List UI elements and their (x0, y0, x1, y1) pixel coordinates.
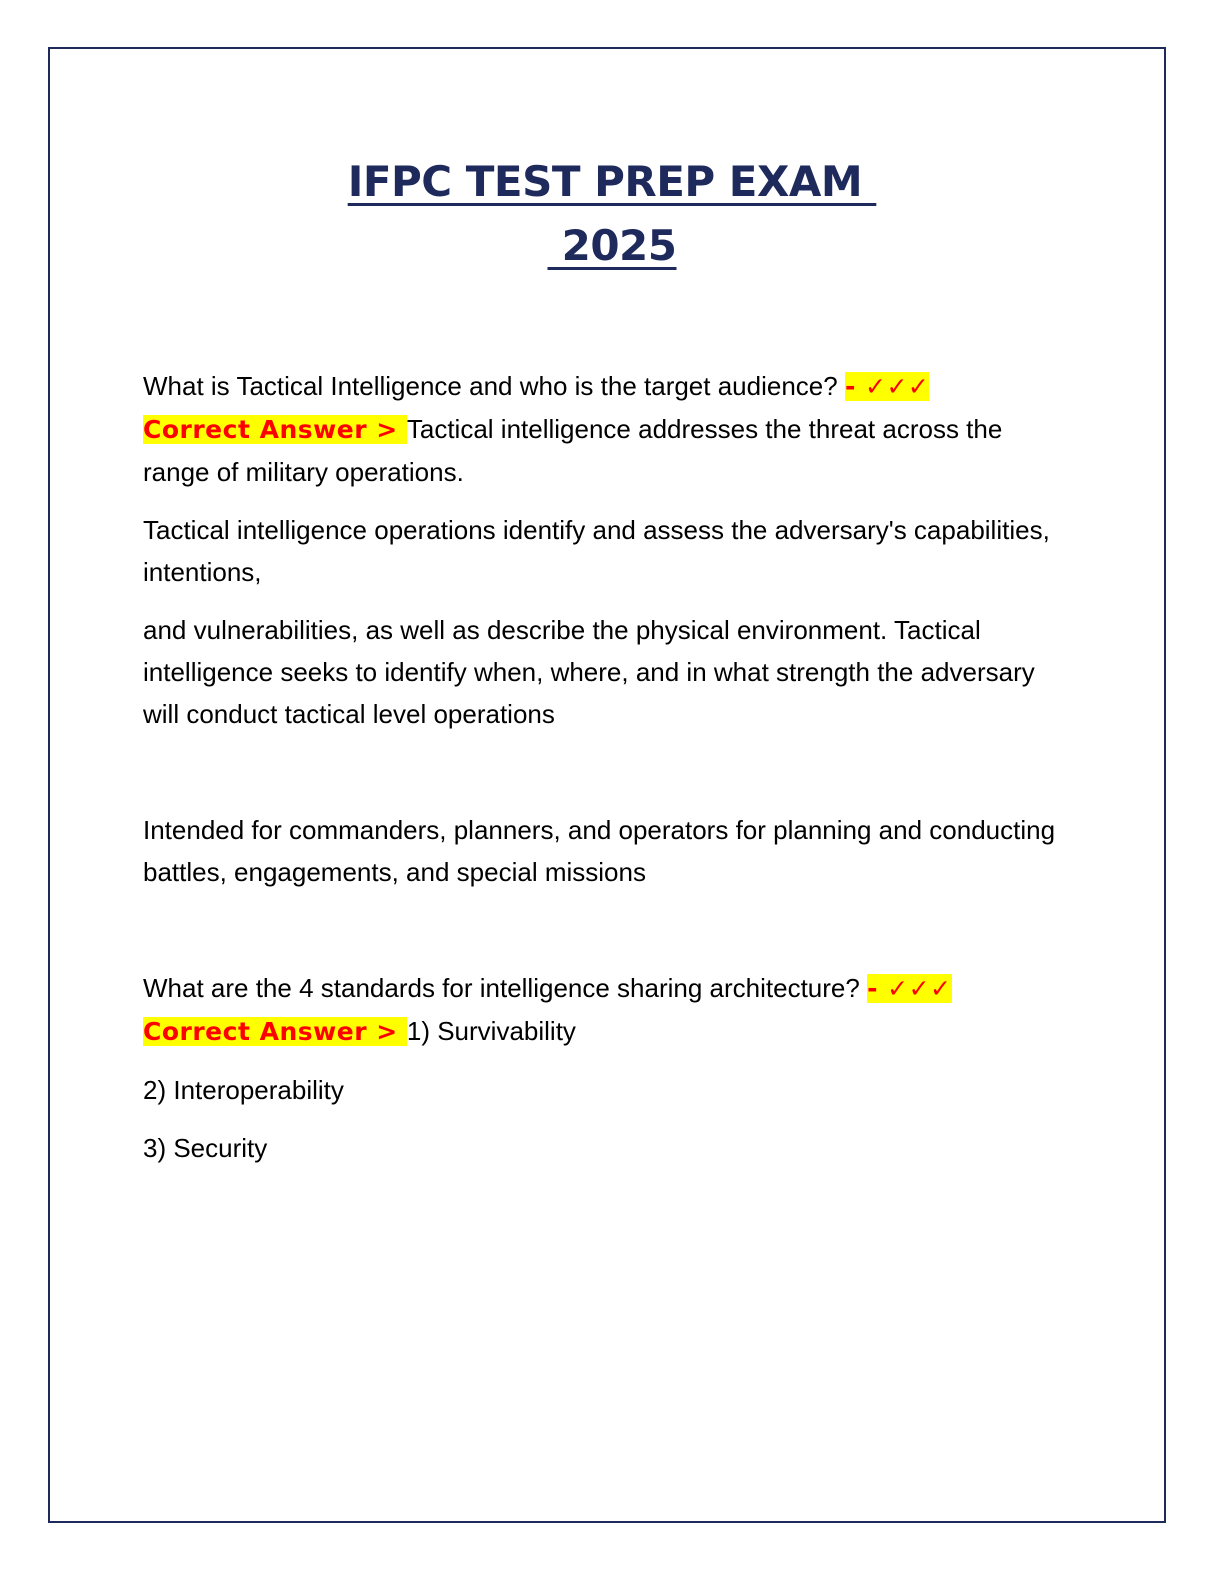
answer-marker-label: Correct Answer > (143, 415, 407, 444)
qa-block-2 (143, 967, 1063, 1053)
answer-paragraph: Intended for commanders, planners, and operators for planning and conducting battles, engagements, and special missions (143, 815, 1056, 887)
title-line-1: IFPC TEST PREP EXAM (347, 157, 877, 206)
document-title (0, 150, 1224, 278)
spacer (143, 909, 1063, 967)
answer-list-item: 3) Security (143, 1133, 268, 1163)
question-text: What are the 4 standards for intelligence sharing architecture? (143, 973, 868, 1003)
answer-marker-checks: - ✓✓✓ (844, 372, 930, 401)
answer-paragraph: Tactical intelligence operations identify and assess the adversary's capabilities, intentions, (143, 515, 1050, 587)
qa-block-1 (143, 365, 1063, 493)
answer-marker-label: Correct Answer > (143, 1017, 407, 1046)
question-text: What is Tactical Intelligence and who is the target audience? (143, 371, 845, 401)
title-line-2: 2025 (547, 221, 677, 270)
answer-marker-checks: - ✓✓✓ (867, 974, 952, 1003)
answer-paragraph: and vulnerabilities, as well as describe the physical environment. Tactical intelligence seeks to identify when, where, and in what strength the adversary will conduct tactical level operations (143, 615, 1035, 729)
answer-text: 1) Survivability (406, 1016, 576, 1046)
spacer (143, 751, 1063, 809)
document-body (143, 365, 1063, 1185)
answer-text: Tactical intelligence addresses the threat across the range of military operations. (143, 414, 1003, 487)
answer-list-item: 2) Interoperability (143, 1075, 344, 1105)
